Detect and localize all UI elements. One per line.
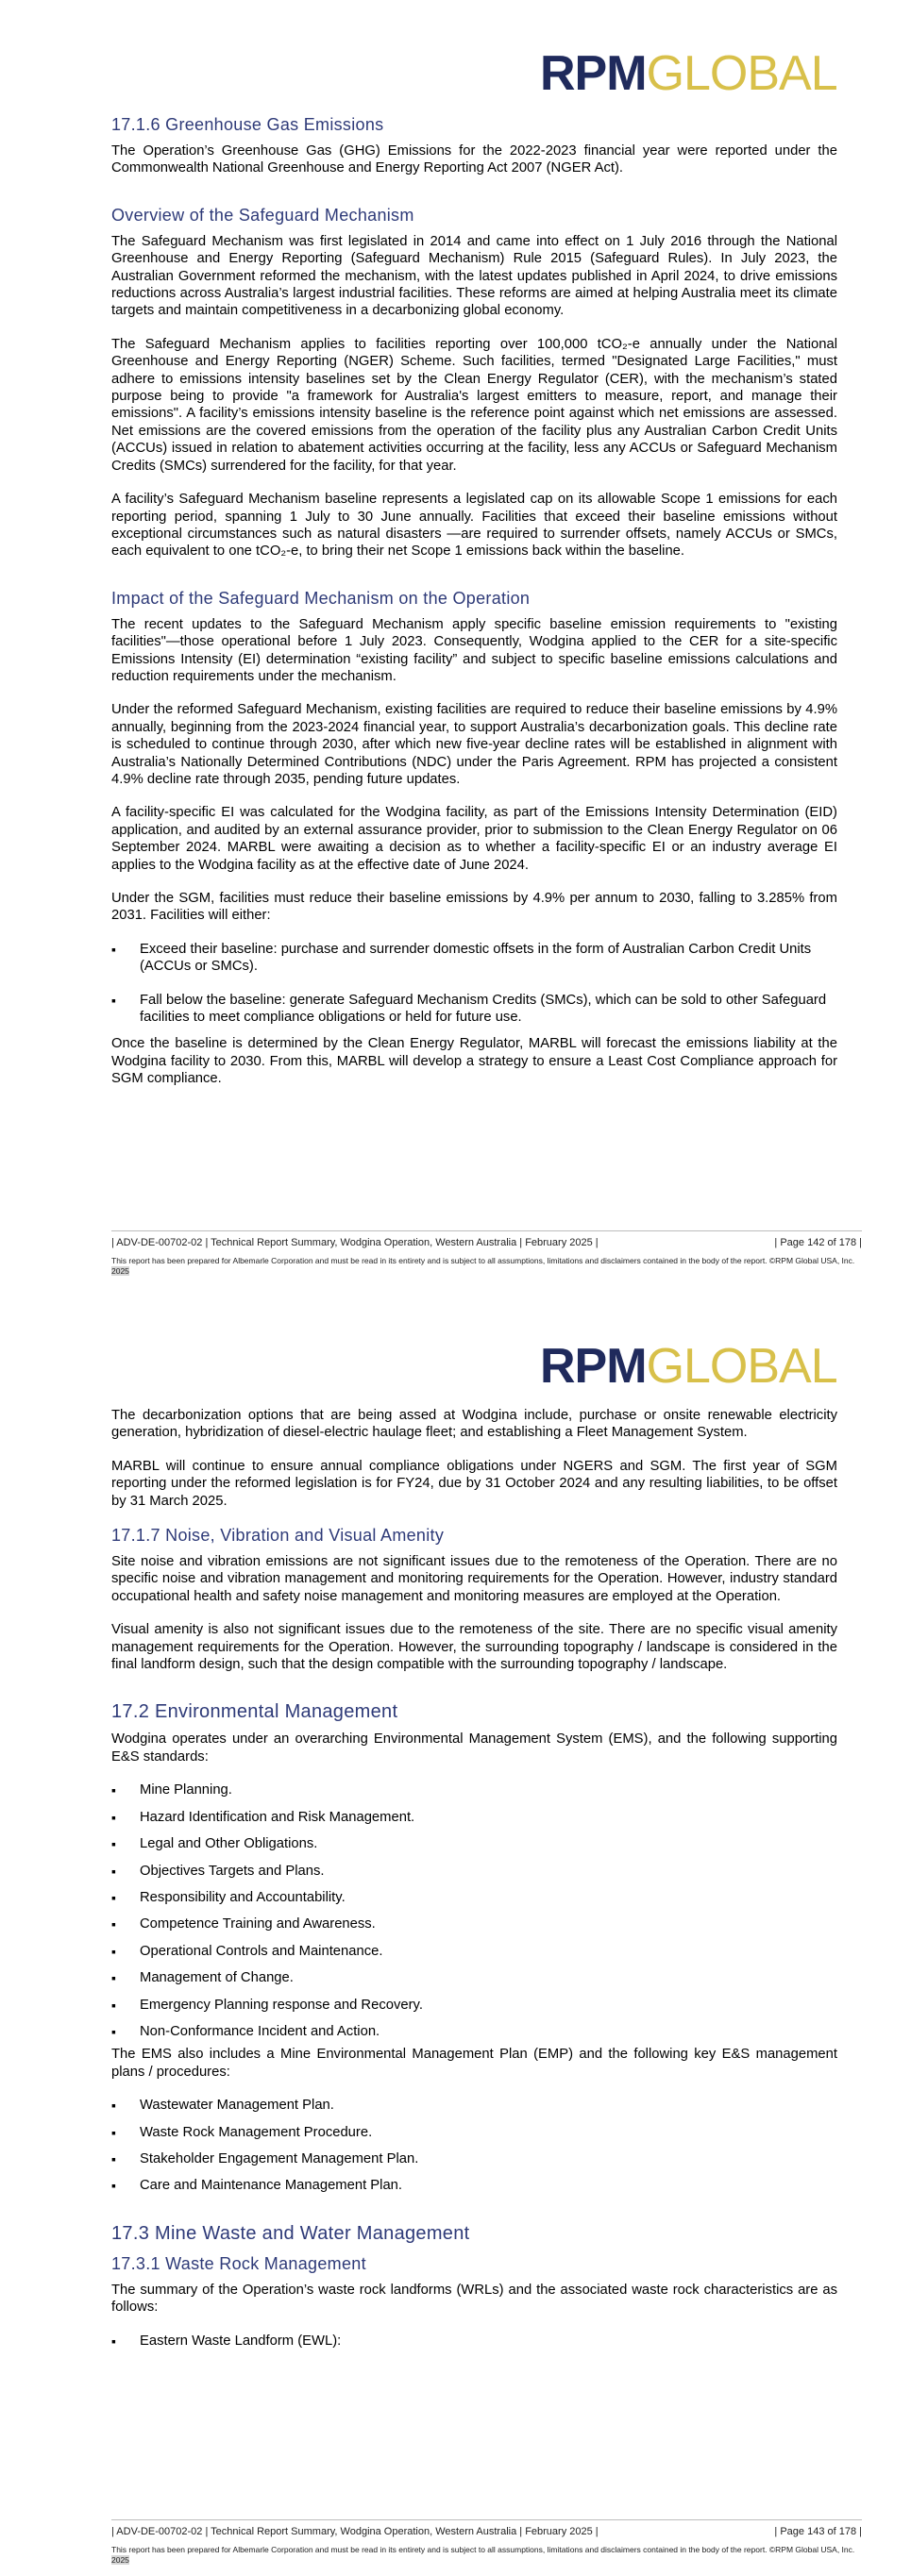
section-heading-mine-waste: 17.3 Mine Waste and Water Management [111,2222,470,2244]
paragraph: The decarbonization options that are being assed at Wodgina include, purchase or onsite renewable electricity generation, hybridization of diesel-electric haulage fleet; and establishing a Fleet Management System. [111,1408,837,1441]
list-item: ▪ Non-Conformance Incident and Action. [111,2023,837,2040]
list-item: ▪ Operational Controls and Maintenance. [111,1943,837,1960]
rpm-global-logo: RPMGLOBAL [540,46,837,101]
list-item: ▪ Mine Planning. [111,1781,837,1798]
paragraph: Under the reformed Safeguard Mechanism, existing facilities are required to reduce their baseline emissions by 4.9% annually, beginning from the 2023-2024 financial year, to support Australia’s decarbonization goals. This decline rate is scheduled to continue through 2030, after which new five-year decline rates will be established in alignment with Australia’s Nationally Determined Contributions (NDC) under the Paris Agreement. RPM has projected a consistent 4.9% decline rate through 2035, pending future updates. [111,702,837,787]
footer-document-info: | ADV-DE-00702-02 | Technical Report Summary, Wodgina Operation, Western Australia | February 2025 | [111,1237,599,1248]
paragraph: Site noise and vibration emissions are not significant issues due to the remoteness of the Operation. There are no specific noise and vibration management and monitoring requirements for the Operation. However, industry standard occupational health and safety noise management and monitoring measures are employed at the Operation. [111,1554,837,1604]
rpm-global-logo: RPMGLOBAL [540,1339,837,1394]
list-item: ▪ Responsibility and Accountability. [111,1889,837,1906]
list-item: ▪ Exceed their baseline: purchase and surrender domestic offsets in the form of Australian Carbon Credit Units (ACCUs or SMCs). [111,941,837,976]
paragraph: A facility’s Safeguard Mechanism baseline represents a legislated cap on its allowable Scope 1 emissions for each reporting period, spanning 1 July to 30 June annually. Facilities that exceed their baseline emissions without exceptional circumstances such as natural disasters —are required to surrender offsets, namely ACCUs or SMCs, each equivalent to one tCO₂-e, to bring their net Scope 1 emissions back within the baseline. [111,492,837,560]
page-footer [111,2519,862,2565]
list-item: ▪ Emergency Planning response and Recovery. [111,1997,837,2014]
paragraph: The summary of the Operation’s waste rock landforms (WRLs) and the associated waste rock characteristics are as follows: [111,2282,837,2316]
list-item: ▪ Waste Rock Management Procedure. [111,2124,837,2141]
section-heading-safeguard-impact: Impact of the Safeguard Mechanism on the Operation [111,588,531,608]
list-item: ▪ Wastewater Management Plan. [111,2097,837,2114]
section-heading-safeguard-overview: Overview of the Safeguard Mechanism [111,205,414,225]
section-heading-noise: 17.1.7 Noise, Vibration and Visual Amenity [111,1526,445,1546]
bullet-list [111,2333,837,2350]
list-item: ▪ Hazard Identification and Risk Management. [111,1809,837,1826]
footer-disclaimer: This report has been prepared for Albemarle Corporation and must be read in its entirety and is subject to all assumptions, limitations and disclaimers contained in the body of the report. ©RPM Global USA, Inc. 2025 [111,2545,855,2565]
paragraph: Once the baseline is determined by the Clean Energy Regulator, MARBL will forecast the emissions liability at the Wodgina facility to 2030. From this, MARBL will develop a strategy to ensure a Least Cost Compliance approach for SGM compliance. [111,1036,837,1087]
paragraph: The Operation’s Greenhouse Gas (GHG) Emissions for the 2022-2023 financial year were reported under the Commonwealth National Greenhouse and Energy Reporting Act 2007 (NGER Act). [111,143,837,176]
paragraph: The Safeguard Mechanism applies to facilities reporting over 100,000 tCO₂-e annually under the National Greenhouse and Energy Reporting (NGER) Scheme. Such facilities, termed "Designated Large Facilities," must adhere to emissions intensity baselines set by the Clean Energy Regulator (CER), with the mechanism’s stated purpose being to provide "a framework for Australia's largest emitters to measure, report, and manage their emissions". A facility’s emissions intensity baseline is the reference point against which net emissions are assessed. Net emissions are the covered emissions from the operation of the facility plus any Australian Carbon Credit Units (ACCUs) issued in relation to abatement activities occurring at the facility, less any ACCUs or Safeguard Mechanism Credits (SMCs) surrendered for the facility, for that year. [111,336,837,474]
page-content [111,115,837,1088]
paragraph: Visual amenity is also not significant issues due to the remoteness of the site. There are no specific visual amenity management requirements for the Operation. However, the surrounding topography / landscape is considered in the final landform design, such that the design compatible with the surrounding topography / landscape. [111,1622,837,1673]
list-item: ▪ Competence Training and Awareness. [111,1915,837,1932]
paragraph: Wodgina operates under an overarching Environmental Management System (EMS), and the following supporting E&S standards: [111,1731,837,1765]
section-heading-ghg: 17.1.6 Greenhouse Gas Emissions [111,115,384,134]
list-item: ▪ Legal and Other Obligations. [111,1835,837,1852]
section-heading-environmental-management: 17.2 Environmental Management [111,1701,398,1723]
footer-disclaimer: This report has been prepared for Albemarle Corporation and must be read in its entirety and is subject to all assumptions, limitations and disclaimers contained in the body of the report. ©RPM Global USA, Inc. 2025 [111,1256,855,1276]
paragraph: Under the SGM, facilities must reduce their baseline emissions by 4.9% per annum to 2030, falling to 3.285% from 2031. Facilities will either: [111,891,837,924]
bullet-list [111,2097,837,2195]
bullet-list [111,941,837,1027]
list-item: ▪ Management of Change. [111,1969,837,1986]
footer-page-number: | Page 143 of 178 | [774,2526,862,2537]
paragraph: The EMS also includes a Mine Environmental Management Plan (EMP) and the following key E&S management plans / procedures: [111,2047,837,2080]
page-footer [111,1230,862,1276]
list-item: ▪ Fall below the baseline: generate Safeguard Mechanism Credits (SMCs), which can be sold to other Safeguard facilities to meet compliance obligations or held for future use. [111,992,837,1027]
footer-document-info: | ADV-DE-00702-02 | Technical Report Summary, Wodgina Operation, Western Australia | February 2025 | [111,2526,599,2537]
footer-page-number: | Page 142 of 178 | [774,1237,862,1248]
list-item: ▪ Care and Maintenance Management Plan. [111,2177,837,2194]
report-page-143 [0,1313,911,2576]
bullet-list [111,1781,837,2040]
section-heading-waste-rock: 17.3.1 Waste Rock Management [111,2253,366,2273]
paragraph: The Safeguard Mechanism was first legislated in 2014 and came into effect on 1 July 2016 through the National Greenhouse and Energy Reporting (Safeguard Mechanism) Rule 2015 (Safeguard Rules). In July 2023, the Australian Government reformed the mechanism, with the latest updates published in April 2024, to drive emissions reductions across Australia’s largest industrial facilities. These reforms are aimed at helping Australia meet its climate targets and maintain competitiveness in a decarbonizing global economy. [111,233,837,319]
paragraph: MARBL will continue to ensure annual compliance obligations under NGERS and SGM. The first year of SGM reporting under the reformed legislation is for FY24, due by 31 October 2024 and any resulting liabilities, to be offset by 31 March 2025. [111,1458,837,1509]
paragraph: A facility-specific EI was calculated for the Wodgina facility, as part of the Emissions Intensity Determination (EID) application, and audited by an external assurance provider, prior to submission to the Clean Energy Regulator on 06 September 2024. MARBL were awaiting a decision as to whether a facility-specific EI or an industry average EI applies to the Wodgina facility as at the effective date of June 2024. [111,805,837,873]
list-item: ▪ Objectives Targets and Plans. [111,1863,837,1880]
list-item: ▪ Eastern Waste Landform (EWL): [111,2333,837,2350]
paragraph: The recent updates to the Safeguard Mechanism apply specific baseline emission requirements to "existing facilities"—those operational before 1 July 2023. Consequently, Wodgina applied to the CER for a site-specific Emissions Intensity (EI) determination “existing facility” and subject to specific baseline emissions calculations and reduction requirements under the mechanism. [111,616,837,684]
page-content [111,1407,837,2350]
list-item: ▪ Stakeholder Engagement Management Plan. [111,2150,837,2167]
